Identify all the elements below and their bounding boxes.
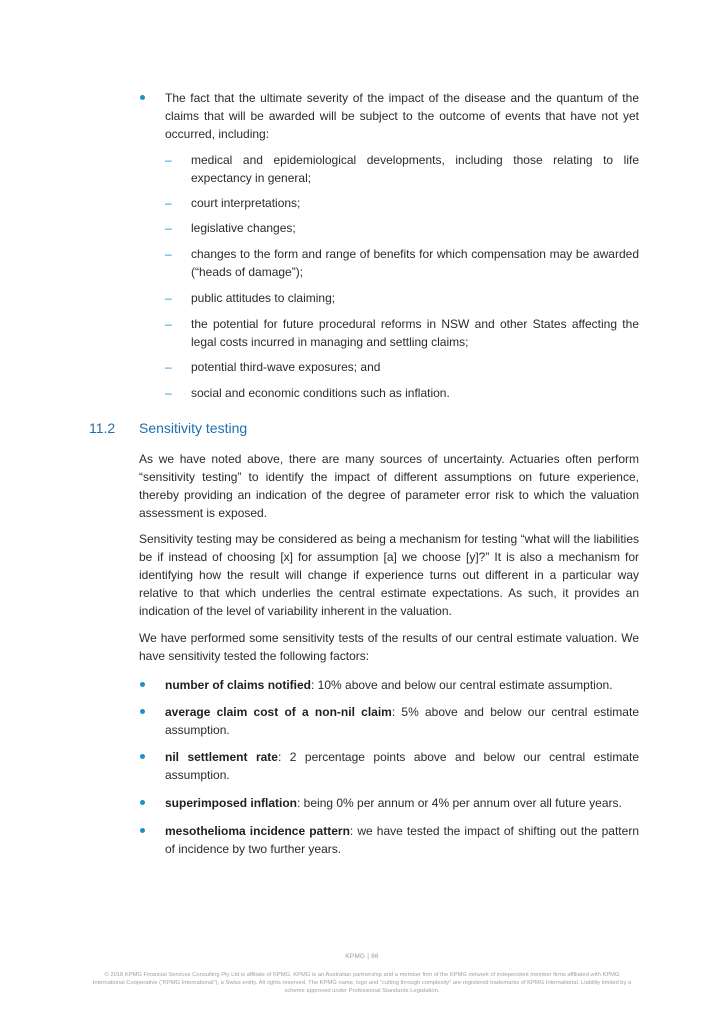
factor-item (165, 748, 639, 784)
section-title: Sensitivity testing (139, 420, 248, 436)
dash-icon: – (165, 291, 172, 305)
dash-icon: – (165, 221, 172, 235)
sub-item: public attitudes to claiming; (191, 291, 336, 305)
bullet-icon (140, 709, 145, 714)
sub-item: potential third-wave exposures; and (191, 360, 381, 374)
paragraph: We have performed some sensitivity tests of the results of our central estimate valuation. We have sensitivity tested the following factors: (139, 631, 639, 663)
factor-item (165, 676, 639, 694)
sub-item: legislative changes; (191, 221, 296, 235)
intro-bullet-text: The fact that the ultimate severity of the impact of the disease and the quantum of the claims that will be awarded will be subject to the outcome of events that have not yet occurred, including: (165, 91, 639, 141)
factor-term: number of claims notified (165, 678, 312, 692)
bullet-icon (140, 828, 145, 833)
dash-icon: – (165, 317, 172, 331)
sub-item: the potential for future procedural reforms in NSW and other States affecting the legal costs incurred in managing and settling claims; (191, 317, 639, 349)
legal-notice: © 2018 KPMG Financial Services Consulting Pty Ltd is affiliate of KPMG. KPMG is an Australian partnership and a member firm of the KPMG network of independent member firms affiliated with KPMG International Cooperative (“KPMG International”), a Swiss entity. All rights reserved. The KPMG name, logo and “cutting through complexity” are registered trademarks of KPMG International. Liability limited by a scheme approved under Professional Standards Legislation. (92, 972, 632, 994)
dash-icon: – (165, 153, 172, 167)
factor-desc: : 5% above and below our central estimate assumption. (165, 705, 639, 737)
factor-term: mesothelioma incidence pattern (165, 824, 350, 838)
factor-item (165, 703, 639, 739)
sub-item: medical and epidemiological developments, including those relating to life expectancy in general; (191, 153, 639, 185)
sub-item: social and economic conditions such as inflation. (191, 386, 450, 400)
factor-term: nil settlement rate (165, 750, 278, 764)
factor-item (165, 822, 639, 858)
factor-term: superimposed inflation (165, 796, 298, 810)
bullet-icon (140, 95, 145, 100)
dash-icon: – (165, 247, 172, 261)
factor-desc: : 2 percentage points above and below our central estimate assumption. (165, 750, 639, 782)
paragraph: Sensitivity testing may be considered as being a mechanism for testing “what will the liabilities be if instead of choosing [x] for assumption [a] we choose [y]?” It is also a mechanism for identifying how the result will change if experience turns out different in a particular way relative to that which underlies the central estimate expectations. As such, it provides an indication of the level of variability inherent in the valuation. (139, 532, 639, 618)
bullet-icon (140, 754, 145, 759)
sub-item: changes to the form and range of benefits for which compensation may be awarded (“heads of damage”); (191, 247, 639, 279)
paragraph: As we have noted above, there are many sources of uncertainty. Actuaries often perform “sensitivity testing” to identify the impact of different assumptions on future experience, thereby providing an indication of the degree of parameter error risk to which the valuation assessment is exposed. (139, 452, 639, 520)
bullet-icon (140, 682, 145, 687)
sub-item: court interpretations; (191, 196, 301, 210)
factor-term: average claim cost of a non-nil claim (165, 705, 392, 719)
section-number: 11.2 (89, 420, 116, 436)
dash-icon: – (165, 360, 172, 374)
page-number: KPMG | 86 (345, 953, 379, 960)
dash-icon: – (165, 386, 172, 400)
bullet-icon (140, 800, 145, 805)
factor-desc: : we have tested the impact of shifting out the pattern of incidence by two further years. (165, 824, 639, 856)
factor-desc: : 10% above and below our central estimate assumption. (311, 678, 613, 692)
factor-item (165, 794, 639, 812)
factor-desc: : being 0% per annum or 4% per annum over all future years. (297, 796, 622, 810)
dash-icon: – (165, 196, 172, 210)
